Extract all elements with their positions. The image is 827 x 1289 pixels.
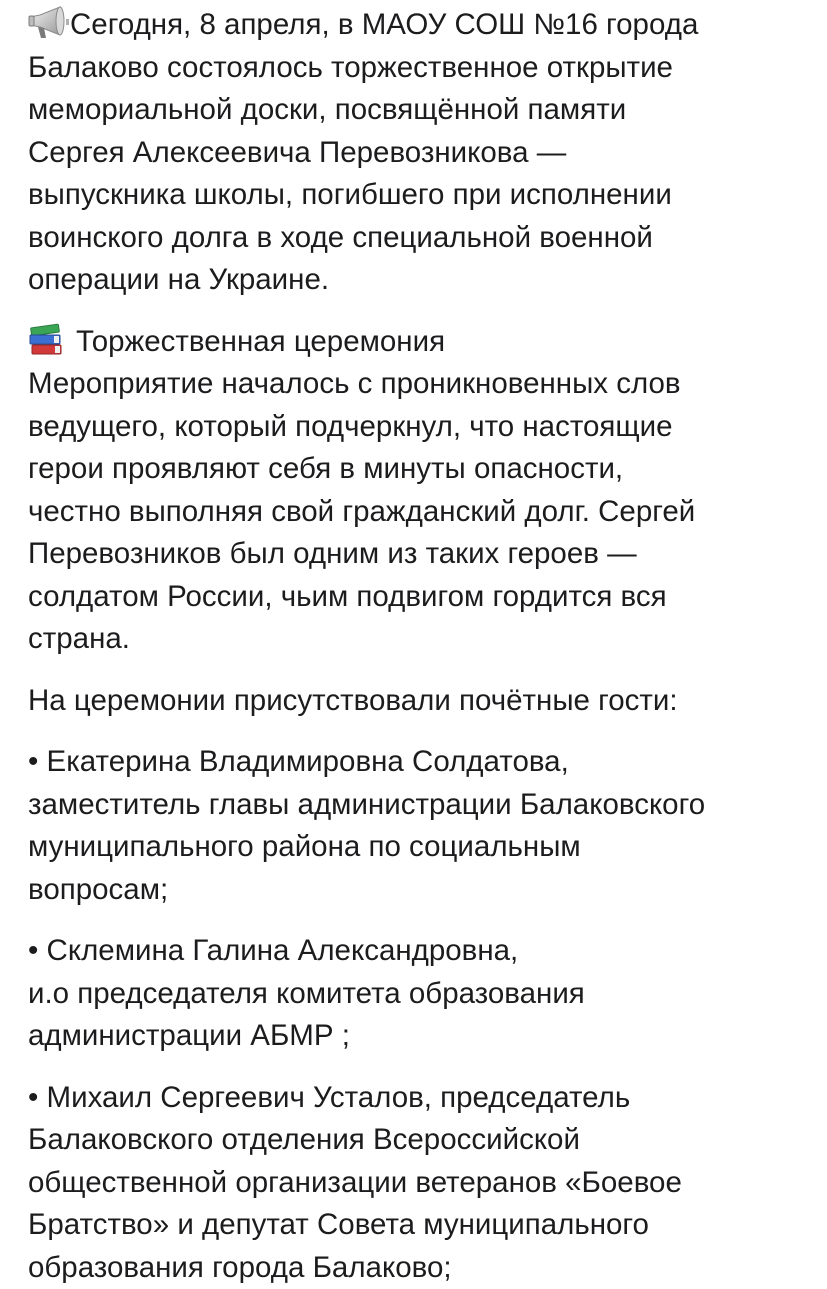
- megaphone-icon: [26, 5, 70, 41]
- post-body: [28, 4, 804, 1289]
- intro-line: Сергея Алексеевича Перевозникова —: [28, 132, 804, 175]
- ceremony-line: Мероприятие началось с проникновенных слов: [28, 363, 804, 406]
- ceremony-line: честно выполняя свой гражданский долг. Сергей: [28, 491, 804, 534]
- ceremony-line: солдатом России, чьим подвигом гордится вся: [28, 576, 804, 619]
- ceremony-paragraph: [28, 321, 804, 661]
- intro-paragraph: [28, 4, 804, 302]
- intro-line: Сегодня, 8 апреля, в МАОУ СОШ №16 города: [70, 8, 698, 41]
- ceremony-line: страна.: [28, 618, 804, 661]
- intro-line: Балаково состоялось торжественное открытие: [28, 47, 804, 90]
- bullet: •: [28, 930, 38, 973]
- guests-intro: На церемонии присутствовали почётные гости:: [28, 680, 804, 723]
- intro-line: операции на Украине.: [28, 259, 804, 302]
- list-item: • Склемина Галина Александровна, и.о председателя комитета образования администрации АБМР ;: [28, 930, 804, 1058]
- books-icon: [28, 323, 64, 357]
- list-item: • Михаил Сергеевич Усталов, председатель Балаковского отделения Всероссийской общественной организации ветеранов «Боевое Братство» и депутат Совета муниципального образования города Балаково;: [28, 1077, 804, 1289]
- bullet: •: [28, 741, 38, 784]
- ceremony-line: Перевозников был одним из таких героев —: [28, 533, 804, 576]
- intro-line: выпускника школы, погибшего при исполнении: [28, 174, 804, 217]
- ceremony-heading: Торжественная церемония: [76, 325, 445, 358]
- intro-line: мемориальной доски, посвящённой памяти: [28, 89, 804, 132]
- bullet: •: [28, 1077, 38, 1120]
- ceremony-line: герои проявляют себя в минуты опасности,: [28, 448, 804, 491]
- ceremony-line: ведущего, который подчеркнул, что настоящие: [28, 406, 804, 449]
- intro-line: воинского долга в ходе специальной военной: [28, 217, 804, 260]
- list-item: • Екатерина Владимировна Солдатова, заместитель главы администрации Балаковского муниципального района по социальным вопросам;: [28, 741, 804, 911]
